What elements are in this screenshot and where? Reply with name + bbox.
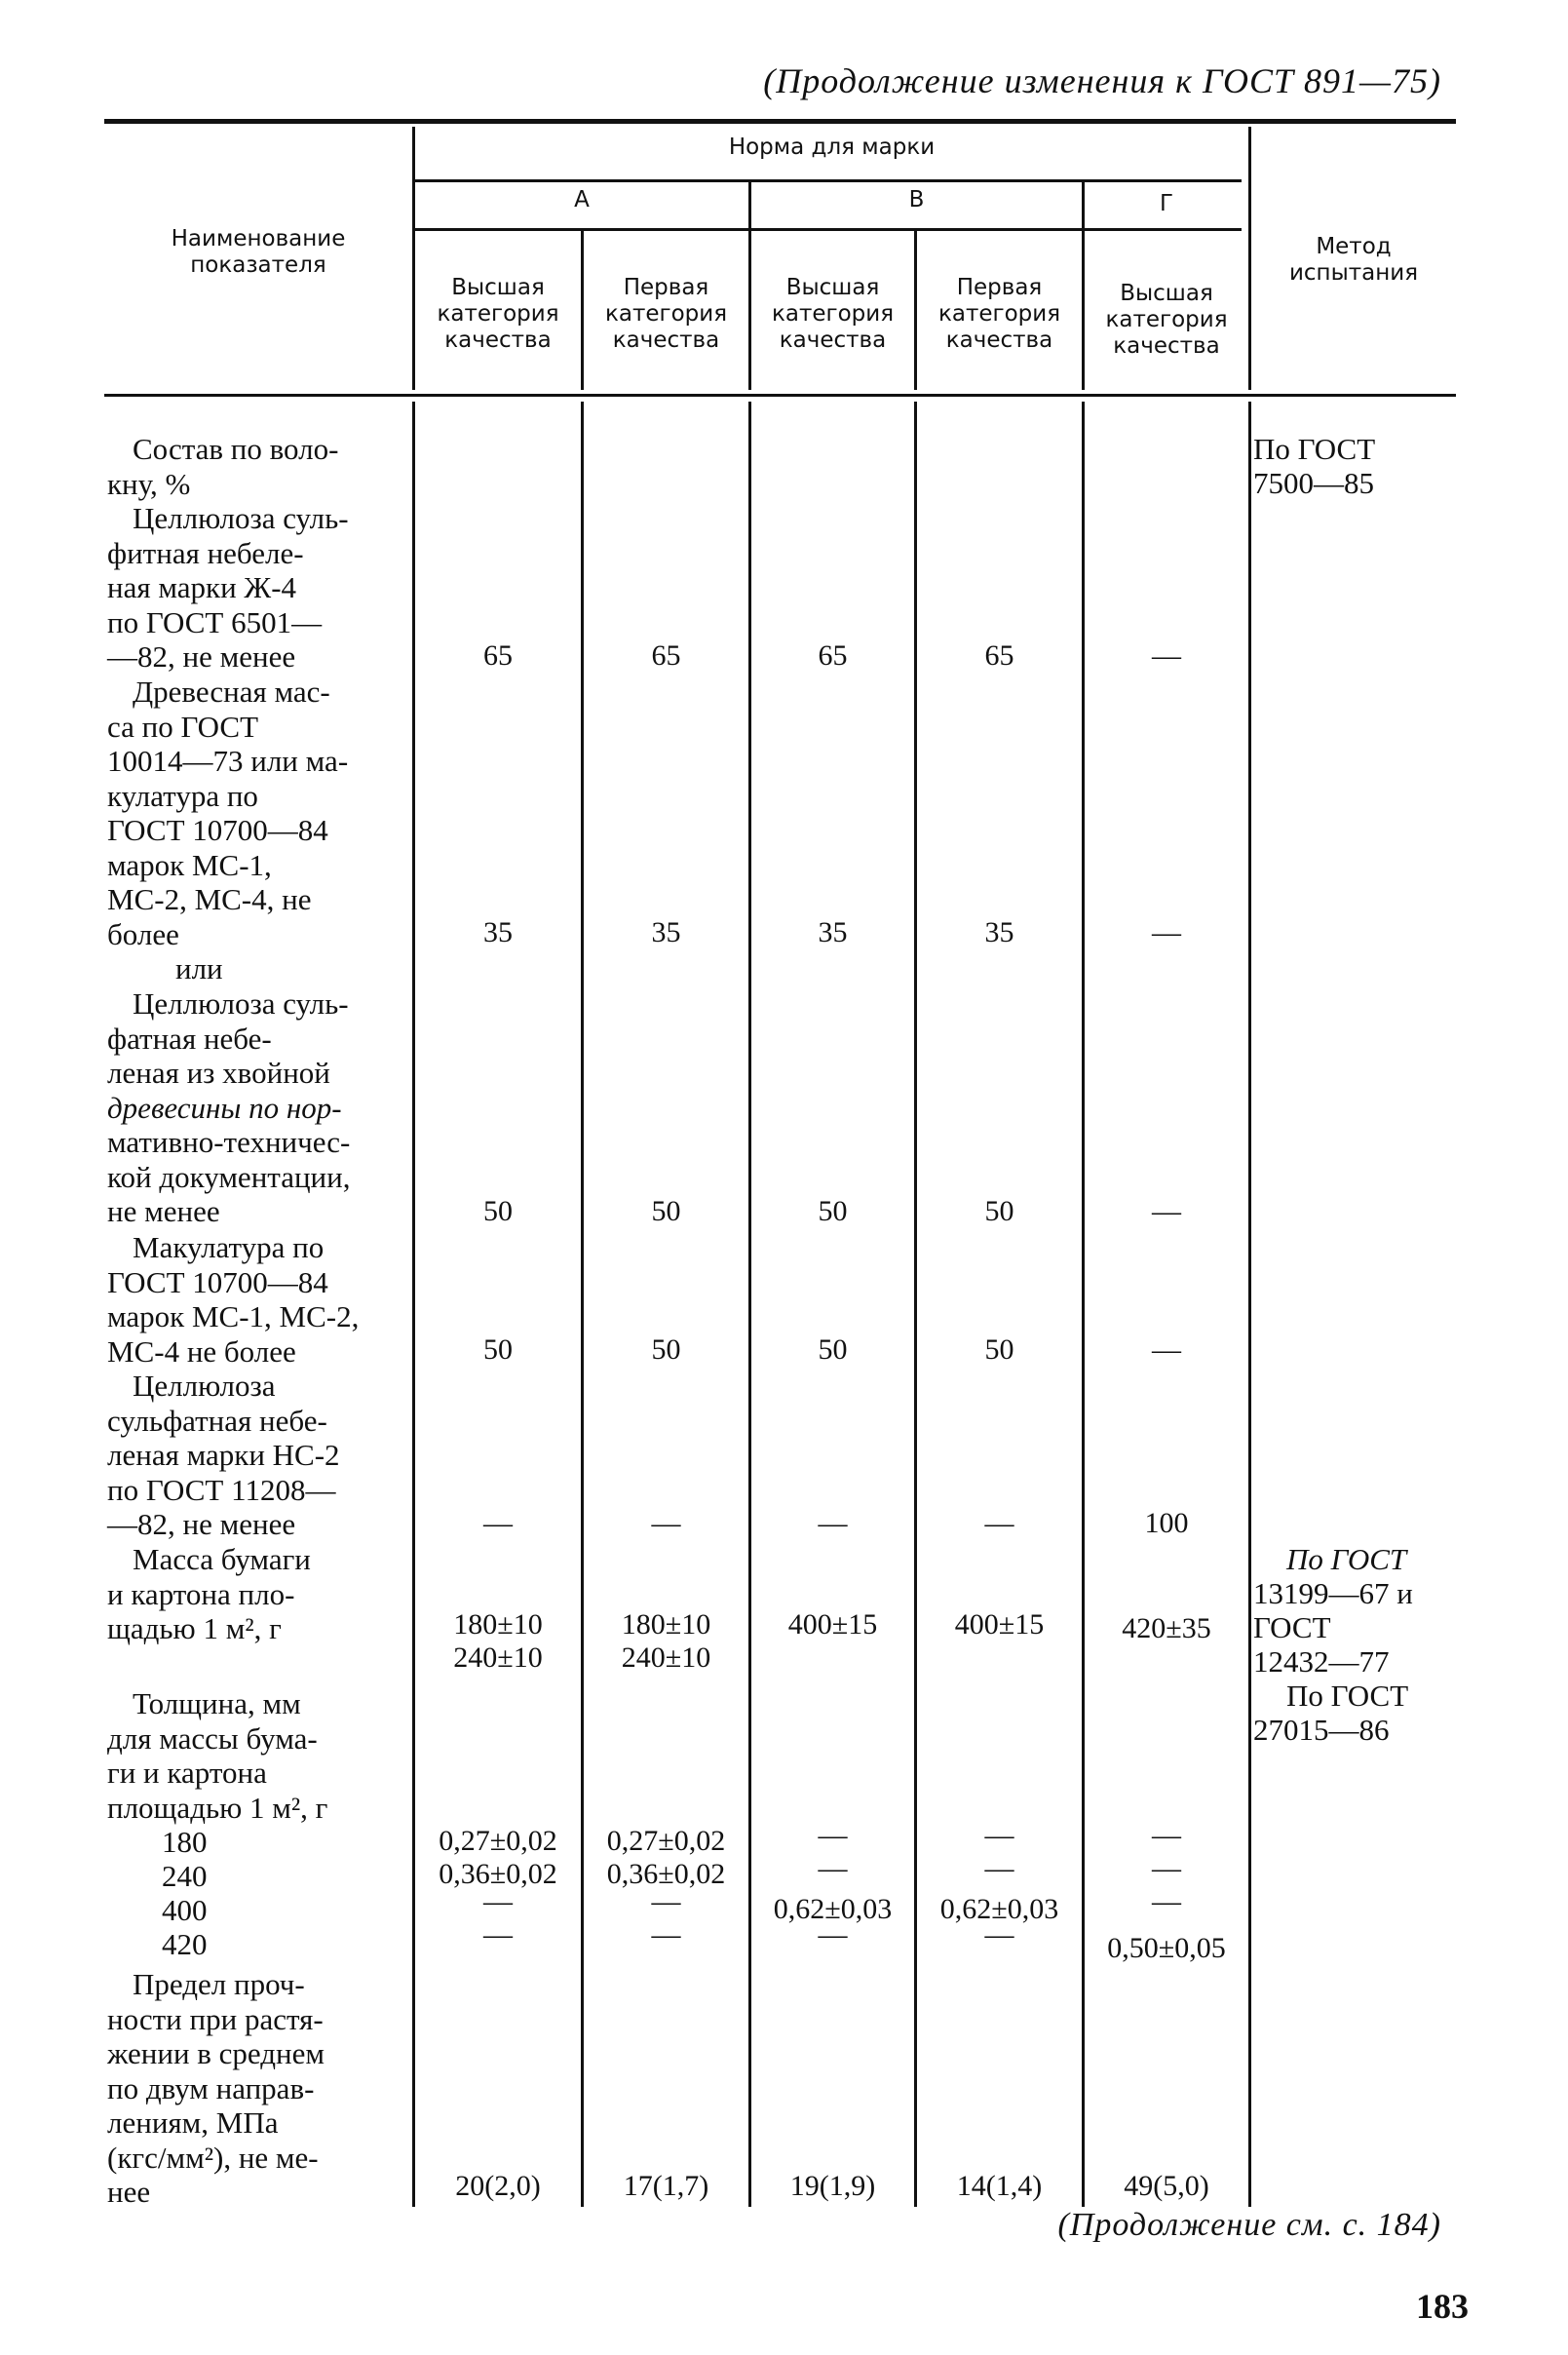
table-cell: 50	[818, 1195, 848, 1227]
row-label-180: 180	[162, 1825, 208, 1859]
table-cell: —	[984, 1852, 1014, 1884]
table-cell: —	[1152, 639, 1181, 672]
grade-rule	[415, 179, 1242, 182]
col-divider	[1248, 402, 1251, 2207]
header-bottom-rule	[104, 394, 1456, 397]
table-top-rule	[104, 119, 1456, 124]
table-cell: —	[651, 1885, 681, 1917]
row-label-mass: Масса бумаги и картона пло- щадью 1 м², г	[107, 1542, 311, 1645]
table-cell: 0,62±0,03	[939, 1893, 1059, 1925]
row-label-wood-mass: Древесная мас- са по ГОСТ 10014—73 или ма- кулатура по ГОСТ 10700—84 марок МС-1, МС-2, МС-4, не более	[107, 675, 349, 951]
page-number: 183	[1416, 2287, 1469, 2326]
continuation-footer: (Продолжение см. с. 184)	[1057, 2207, 1441, 2243]
row-label-400: 400	[162, 1893, 208, 1927]
table-cell: —	[651, 1507, 681, 1539]
table-cell: 50	[651, 1333, 681, 1366]
table-cell: 65	[483, 639, 513, 672]
table-cell: 50	[984, 1333, 1014, 1366]
table-cell: 50	[984, 1195, 1014, 1227]
row-label-thickness: Толщина, мм для массы бума- ги и картона площадью 1 м², г	[107, 1686, 328, 1825]
table-cell: 65	[818, 639, 848, 672]
row-label-waste-paper: Макулатура по ГОСТ 10700—84 марок МС-1, МС-2, МС-4 не более	[107, 1230, 360, 1369]
category-rule	[415, 228, 1242, 231]
table-cell: —	[1152, 1819, 1181, 1851]
category-header: Первая категория качества	[937, 275, 1061, 353]
table-cell: —	[818, 1852, 848, 1884]
row-label-cellulose-ns2: Целлюлоза сульфатная небе- леная марки НС-2 по ГОСТ 11208— —82, не менее	[107, 1369, 340, 1541]
table-cell: 50	[483, 1195, 513, 1227]
table-cell: —	[818, 1918, 848, 1950]
table-cell: 240±10	[453, 1641, 543, 1674]
row-label-cellulose-conifer: Целлюлоза суль- фатная небе- леная из хвойной древесины по нор- мативно-техничес- кой документации, не менее	[107, 986, 351, 1228]
table-cell: —	[818, 1819, 848, 1851]
table-cell: —	[483, 1507, 513, 1539]
row-label-240: 240	[162, 1859, 208, 1893]
table-cell: 180±10	[621, 1608, 711, 1641]
method-gost-13199: По ГОСТ 13199—67 и ГОСТ 12432—77	[1253, 1542, 1413, 1679]
table-cell: 400±15	[954, 1608, 1045, 1641]
table-cell: —	[483, 1885, 513, 1917]
category-header: Высшая категория качества	[437, 275, 559, 353]
table-cell: —	[483, 1918, 513, 1950]
table-cell: —	[1152, 1195, 1181, 1227]
table-cell: 0,50±0,05	[1107, 1932, 1226, 1964]
table-cell: 49(5,0)	[1124, 2170, 1209, 2202]
continuation-header: (Продолжение изменения к ГОСТ 891—75)	[763, 61, 1441, 100]
table-cell: 65	[984, 639, 1014, 672]
row-label-cellulose-zh4: Целлюлоза суль- фитная небеле- ная марки Ж-4 по ГОСТ 6501— —82, не менее	[107, 501, 349, 674]
row-label-420: 420	[162, 1927, 208, 1961]
table-cell: 240±10	[621, 1641, 711, 1674]
table-cell: —	[1152, 1885, 1181, 1917]
grade-a: А	[574, 187, 590, 212]
table-cell: 420±35	[1122, 1612, 1211, 1644]
table-cell: —	[984, 1819, 1014, 1851]
indicator-name-header: Наименование показателя	[171, 226, 346, 278]
table-cell: 14(1,4)	[956, 2170, 1043, 2202]
table-cell: 180±10	[453, 1608, 543, 1641]
table-cell: —	[1152, 1333, 1181, 1366]
table-cell: 50	[651, 1195, 681, 1227]
table-cell: 17(1,7)	[623, 2170, 709, 2202]
method-gost-27015: По ГОСТ 27015—86	[1253, 1679, 1409, 1747]
table-cell: —	[818, 1507, 848, 1539]
table-cell: 100	[1144, 1507, 1189, 1539]
table-cell: 50	[818, 1333, 848, 1366]
table-cell: 35	[818, 916, 848, 948]
grade-v: В	[908, 187, 925, 212]
table-cell: 0,36±0,02	[606, 1858, 726, 1890]
table-cell: —	[984, 1918, 1014, 1950]
table-cell: 19(1,9)	[789, 2170, 876, 2202]
row-label-tensile-strength: Предел проч- ности при растя- жении в среднем по двум направ- лениям, МПа (кгс/мм²), не ме- нее	[107, 1967, 325, 2209]
table-cell: 0,36±0,02	[439, 1858, 557, 1890]
row-label-fiber-composition: Состав по воло- кну, %	[107, 432, 339, 501]
table-cell: —	[1152, 916, 1181, 948]
table-cell: 20(2,0)	[455, 2170, 541, 2202]
table-cell: —	[984, 1507, 1014, 1539]
category-header: Высшая категория качества	[771, 275, 895, 353]
table-cell: 50	[483, 1333, 513, 1366]
table-cell: 35	[651, 916, 681, 948]
category-header: Высшая категория качества	[1105, 281, 1228, 359]
table-cell: 0,27±0,02	[439, 1825, 557, 1857]
method-header: Метод испытания	[1288, 234, 1419, 286]
table-cell: 65	[651, 639, 681, 672]
table-cell: —	[651, 1918, 681, 1950]
grade-g: Г	[1159, 191, 1174, 216]
table-cell: 400±15	[787, 1608, 878, 1641]
table-cell: 0,62±0,03	[773, 1893, 893, 1925]
table-cell: —	[1152, 1852, 1181, 1884]
table-cell: 35	[984, 916, 1014, 948]
method-gost-7500: По ГОСТ 7500—85	[1253, 432, 1376, 500]
norma-title: Норма для марки	[728, 135, 936, 160]
table-cell: 0,27±0,02	[606, 1825, 726, 1857]
category-header: Первая категория качества	[604, 275, 728, 353]
row-label-or: или	[175, 951, 223, 985]
table-cell: 35	[483, 916, 513, 948]
